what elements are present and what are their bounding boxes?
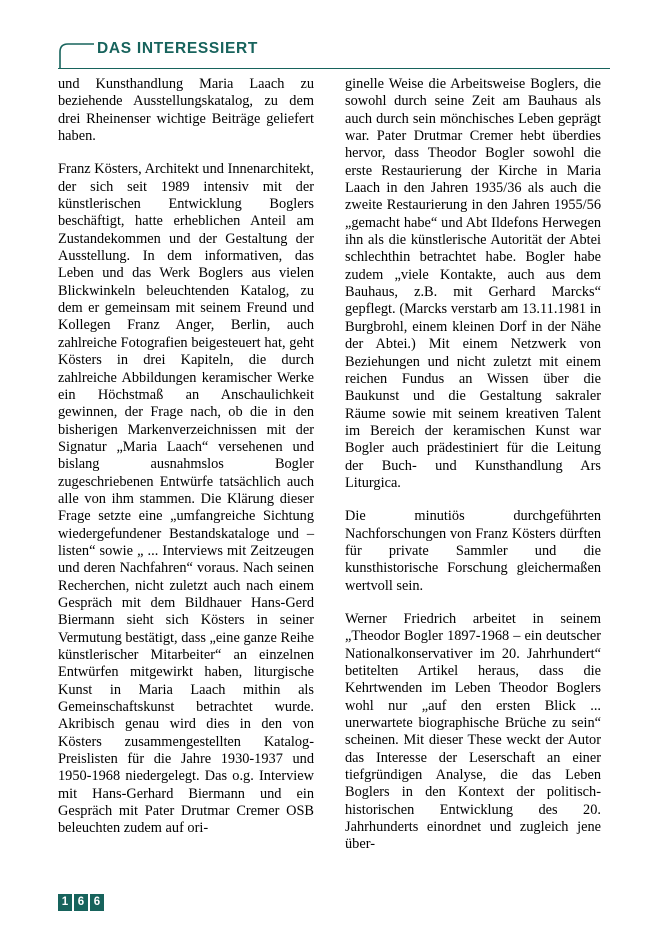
body-columns <box>58 76 610 876</box>
section-header <box>58 40 610 70</box>
page-number-digit: 6 <box>74 894 88 911</box>
page-number <box>58 894 104 911</box>
paragraph: und Kunsthandlung Maria Laach zu beziehende Ausstellungskatalog, zu dem drei Rheinenser wichtige Beiträge geliefert haben. <box>58 76 314 145</box>
section-header-title: DAS INTERESSIERT <box>97 40 259 57</box>
column-left <box>58 76 314 838</box>
paragraph: ginelle Weise die Arbeitsweise Boglers, die sowohl durch seine Zeit am Bauhaus als auch durch sein mönchisches Leben geprägt war. Pater Drutmar Cremer hebt überdies hervor, dass Theodor Bogler sowohl die erste Restaurierung der Kirche in Maria Laach in den Jahren 1935/36 als auch die zweite Restaurierung in den Jahren 1955/56 „gemacht habe“ und Abt Ildefons Herwegen ihn als die künstlerische Autorität der Abtei schlechthin betrachtet habe. Bogler habe zudem „viele Kontakte, auch aus dem Bauhaus, z.B. mit Gerhard Marcks“ gepflegt. (Marcks verstarb am 13.11.1981 in Burgbrohl, einem kleinen Dorf in der Nähe der Abtei.) Mit einem Netzwerk von Beziehungen und nicht zuletzt mit einem reichen Fundus an Wissen über die Baukunst und die Gestaltung sakraler Räume sowie mit seinem kreativen Talent im Bereich der keramischen Kunst war Bogler auch prädestiniert für die Leitung der Buch- und Kunsthandlung Ars Liturgica. <box>345 76 601 491</box>
page-number-digit: 1 <box>58 894 72 911</box>
paragraph: Franz Kösters, Architekt und Innenarchitekt, der sich seit 1989 intensiv mit der künstlerischen Entwicklung Boglers beschäftigt, hatte erheblichen Anteil am Zustandekommen und der Gestaltung der Ausstellung. In dem informativen, das Leben und das Werk Boglers aus vielen Blickwinkeln beleuchtenden Katalog, zu dem er gemeinsam mit seinem Freund und Kollegen Franz Anger, Berlin, auch zahlreiche Fotografien beigesteuert hat, geht Kösters in drei Kapiteln, die durch zahlreiche Abbildungen keramischer Werke ein Höchstmaß an Anschaulichkeit gewinnen, der Frage nach, ob die in den bisherigen Markenverzeichnissen mit der Signatur „Maria Laach“ versehenen und bislang ausnahmslos Bogler zugeschriebenen Entwürfe tatsächlich auch alle von ihm stammen. Die Klärung dieser Frage setzte eine „umfangreiche Sichtung wiedergefundener Bestandskataloge und –listen“ sowie „ ... Interviews mit Zeitzeugen und deren Nachfahren“ voraus. Nach seinen Recherchen, nicht zuletzt auch nach einem Gespräch mit dem Bildhauer Hans-Gerd Biermann sieht sich Kösters in seiner Vermutung bestätigt, dass „eine ganze Reihe künstlerischer Mitarbeiter“ an einzelnen Entwürfen mitgewirkt haben, liturgische Kunst in Maria Laach mithin als Gemeinschaftskunst betrachtet wurde. Akribisch genau wird dies in den von Kösters zusammengestellten Katalog-Preislisten für die Jahre 1930-1937 und 1950-1968 niedergelegt. Das o.g. Interview mit Hans-Gerhard Biermann und ein Gespräch mit Pater Drutmar Cremer OSB beleuchten zudem auf ori- <box>58 161 314 837</box>
paragraph: Die minutiös durchgeführten Nachforschungen von Franz Kösters dürften für private Sammler und die kunsthistorische Forschung gleichermaßen wertvoll sein. <box>345 508 601 594</box>
page-number-digit: 6 <box>90 894 104 911</box>
header-divider-rule <box>58 68 610 69</box>
rounded-corner-bracket-icon <box>58 42 98 68</box>
paragraph: Werner Friedrich arbeitet in seinem „Theodor Bogler 1897-1968 – ein deutscher Nationalkonservativer im 20. Jahrhundert“ betitelten Artikel heraus, dass die Kehrtwenden im Leben Theodor Boglers wohl nur „auf den ersten Blick ... unerwartete biographische Brüche zu sein“ scheinen. Mit dieser These weckt der Autor das Interesse der Leserschaft an einer tiefgründigen Analyse, die das Leben Boglers in den Kontext der politisch-historischen Entwicklung des 20. Jahrhunderts einordnet und zugleich jene über- <box>345 610 601 853</box>
column-right <box>345 76 601 854</box>
